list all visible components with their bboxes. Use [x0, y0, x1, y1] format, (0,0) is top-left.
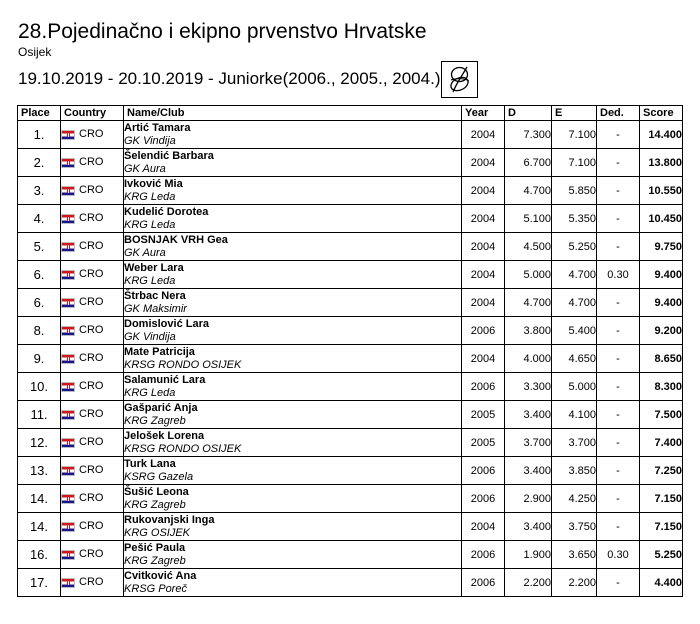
deduction-cell: -: [597, 345, 640, 373]
name-club-cell: [124, 457, 462, 485]
year-cell: 2006: [462, 485, 505, 513]
e-score-cell: 3.850: [552, 457, 597, 485]
d-score-cell: 4.500: [505, 233, 552, 261]
place-cell: 11.: [18, 401, 61, 429]
results-table: [17, 105, 683, 597]
country-code: CRO: [79, 408, 104, 421]
country-code: CRO: [79, 184, 104, 197]
total-score-cell: 7.400: [640, 429, 683, 457]
column-header-e: E: [552, 106, 597, 121]
deduction-cell: -: [597, 457, 640, 485]
total-score-cell: 10.450: [640, 205, 683, 233]
club-name: KRSG Poreč: [124, 583, 187, 595]
name-club-cell: [124, 121, 462, 149]
country-code: CRO: [79, 296, 104, 309]
federation-logo-icon: [441, 61, 478, 98]
gymnast-name: Štrbac Nera: [124, 290, 186, 302]
e-score-cell: 3.750: [552, 513, 597, 541]
gymnast-name: Ivković Mia: [124, 178, 183, 190]
deduction-cell: -: [597, 401, 640, 429]
croatia-flag-icon: [61, 466, 75, 476]
name-club-cell: [124, 429, 462, 457]
gymnast-name: Šelendić Barbara: [124, 150, 214, 162]
place-cell: 9.: [18, 345, 61, 373]
country-code: CRO: [79, 548, 104, 561]
deduction-cell: -: [597, 373, 640, 401]
total-score-cell: 7.500: [640, 401, 683, 429]
croatia-flag-icon: [61, 130, 75, 140]
gymnast-name: Artić Tamara: [124, 122, 191, 134]
deduction-cell: -: [597, 317, 640, 345]
total-score-cell: 7.150: [640, 485, 683, 513]
table-row: [18, 261, 683, 289]
d-score-cell: 4.700: [505, 177, 552, 205]
total-score-cell: 10.550: [640, 177, 683, 205]
croatia-flag-icon: [61, 354, 75, 364]
year-cell: 2006: [462, 457, 505, 485]
table-row: [18, 513, 683, 541]
d-score-cell: 5.000: [505, 261, 552, 289]
year-cell: 2006: [462, 373, 505, 401]
e-score-cell: 2.200: [552, 569, 597, 597]
deduction-cell: -: [597, 149, 640, 177]
club-name: KRSG RONDO OSIJEK: [124, 359, 242, 371]
table-row: [18, 205, 683, 233]
deduction-cell: -: [597, 233, 640, 261]
gymnast-name: Gašparić Anja: [124, 402, 198, 414]
table-row: [18, 233, 683, 261]
country-cell: [61, 289, 124, 317]
country-code: CRO: [79, 240, 104, 253]
year-cell: 2004: [462, 121, 505, 149]
country-code: CRO: [79, 156, 104, 169]
club-name: KRG Zagreb: [124, 499, 186, 511]
croatia-flag-icon: [61, 522, 75, 532]
table-row: [18, 541, 683, 569]
table-row: [18, 345, 683, 373]
year-cell: 2004: [462, 261, 505, 289]
e-score-cell: 5.000: [552, 373, 597, 401]
name-club-cell: [124, 541, 462, 569]
column-header-d: D: [505, 106, 552, 121]
deduction-cell: 0.30: [597, 261, 640, 289]
d-score-cell: 3.700: [505, 429, 552, 457]
total-score-cell: 7.250: [640, 457, 683, 485]
place-cell: 14.: [18, 485, 61, 513]
table-row: [18, 289, 683, 317]
club-name: KRG Zagreb: [124, 555, 186, 567]
total-score-cell: 9.400: [640, 261, 683, 289]
year-cell: 2006: [462, 317, 505, 345]
name-club-cell: [124, 149, 462, 177]
gymnast-name: Domislović Lara: [124, 318, 209, 330]
place-cell: 6.: [18, 261, 61, 289]
place-cell: 6.: [18, 289, 61, 317]
total-score-cell: 14.400: [640, 121, 683, 149]
d-score-cell: 2.900: [505, 485, 552, 513]
place-cell: 1.: [18, 121, 61, 149]
gymnast-name: Cvitković Ana: [124, 570, 197, 582]
gymnast-name: Jelošek Lorena: [124, 430, 205, 442]
country-cell: [61, 317, 124, 345]
deduction-cell: -: [597, 121, 640, 149]
country-cell: [61, 401, 124, 429]
place-cell: 10.: [18, 373, 61, 401]
column-header-score: Score: [640, 106, 683, 121]
croatia-flag-icon: [61, 186, 75, 196]
place-cell: 13.: [18, 457, 61, 485]
event-location: Osijek: [18, 45, 52, 59]
d-score-cell: 4.700: [505, 289, 552, 317]
deduction-cell: -: [597, 177, 640, 205]
deduction-cell: -: [597, 429, 640, 457]
deduction-cell: -: [597, 569, 640, 597]
e-score-cell: 7.100: [552, 149, 597, 177]
d-score-cell: 3.800: [505, 317, 552, 345]
e-score-cell: 3.650: [552, 541, 597, 569]
name-club-cell: [124, 205, 462, 233]
column-header-place: Place: [18, 106, 61, 121]
year-cell: 2004: [462, 205, 505, 233]
total-score-cell: 13.800: [640, 149, 683, 177]
d-score-cell: 4.000: [505, 345, 552, 373]
country-cell: [61, 205, 124, 233]
year-cell: 2004: [462, 345, 505, 373]
table-row: [18, 373, 683, 401]
country-cell: [61, 485, 124, 513]
croatia-flag-icon: [61, 578, 75, 588]
table-row: [18, 457, 683, 485]
croatia-flag-icon: [61, 158, 75, 168]
total-score-cell: 7.150: [640, 513, 683, 541]
club-name: GK Aura: [124, 163, 166, 175]
gymnast-name: Turk Lana: [124, 458, 176, 470]
e-score-cell: 7.100: [552, 121, 597, 149]
club-name: GK Vindija: [124, 331, 176, 343]
country-code: CRO: [79, 268, 104, 281]
d-score-cell: 3.400: [505, 401, 552, 429]
d-score-cell: 7.300: [505, 121, 552, 149]
croatia-flag-icon: [61, 214, 75, 224]
deduction-cell: 0.30: [597, 541, 640, 569]
column-header-ded: Ded.: [597, 106, 640, 121]
name-club-cell: [124, 317, 462, 345]
country-code: CRO: [79, 128, 104, 141]
year-cell: 2004: [462, 233, 505, 261]
column-header-year: Year: [462, 106, 505, 121]
total-score-cell: 5.250: [640, 541, 683, 569]
country-code: CRO: [79, 464, 104, 477]
d-score-cell: 3.400: [505, 457, 552, 485]
club-name: KRG Leda: [124, 275, 176, 287]
year-cell: 2005: [462, 429, 505, 457]
club-name: KSRG Gazela: [124, 471, 194, 483]
name-club-cell: [124, 485, 462, 513]
name-club-cell: [124, 177, 462, 205]
table-row: [18, 401, 683, 429]
column-header-country: Country: [61, 106, 124, 121]
table-row: [18, 485, 683, 513]
deduction-cell: -: [597, 205, 640, 233]
club-name: KRG Zagreb: [124, 415, 186, 427]
country-cell: [61, 345, 124, 373]
club-name: KRG Leda: [124, 219, 176, 231]
total-score-cell: 8.300: [640, 373, 683, 401]
croatia-flag-icon: [61, 326, 75, 336]
table-row: [18, 121, 683, 149]
name-club-cell: [124, 401, 462, 429]
country-code: CRO: [79, 212, 104, 225]
total-score-cell: 4.400: [640, 569, 683, 597]
country-code: CRO: [79, 576, 104, 589]
deduction-cell: -: [597, 485, 640, 513]
croatia-flag-icon: [61, 270, 75, 280]
country-cell: [61, 513, 124, 541]
country-code: CRO: [79, 520, 104, 533]
country-code: CRO: [79, 492, 104, 505]
gymnast-name: Mate Patricija: [124, 346, 195, 358]
place-cell: 16.: [18, 541, 61, 569]
croatia-flag-icon: [61, 242, 75, 252]
gymnast-name: Rukovanjski Inga: [124, 514, 215, 526]
year-cell: 2006: [462, 569, 505, 597]
name-club-cell: [124, 373, 462, 401]
event-dateline: 19.10.2019 - 20.10.2019 - Juniorke(2006., 2005., 2004.): [18, 69, 441, 88]
club-name: KRG Leda: [124, 191, 176, 203]
table-row: [18, 317, 683, 345]
e-score-cell: 3.700: [552, 429, 597, 457]
place-cell: 3.: [18, 177, 61, 205]
e-score-cell: 5.250: [552, 233, 597, 261]
country-cell: [61, 541, 124, 569]
e-score-cell: 5.350: [552, 205, 597, 233]
year-cell: 2004: [462, 289, 505, 317]
e-score-cell: 4.250: [552, 485, 597, 513]
name-club-cell: [124, 233, 462, 261]
year-cell: 2004: [462, 177, 505, 205]
d-score-cell: 5.100: [505, 205, 552, 233]
croatia-flag-icon: [61, 494, 75, 504]
country-cell: [61, 149, 124, 177]
name-club-cell: [124, 345, 462, 373]
name-club-cell: [124, 261, 462, 289]
total-score-cell: 9.400: [640, 289, 683, 317]
d-score-cell: 3.300: [505, 373, 552, 401]
country-cell: [61, 569, 124, 597]
country-code: CRO: [79, 352, 104, 365]
place-cell: 14.: [18, 513, 61, 541]
croatia-flag-icon: [61, 438, 75, 448]
e-score-cell: 5.400: [552, 317, 597, 345]
country-cell: [61, 457, 124, 485]
table-row: [18, 149, 683, 177]
place-cell: 8.: [18, 317, 61, 345]
country-cell: [61, 429, 124, 457]
place-cell: 12.: [18, 429, 61, 457]
country-cell: [61, 373, 124, 401]
country-cell: [61, 261, 124, 289]
column-header-name-club: Name/Club: [124, 106, 462, 121]
club-name: KRG OSIJEK: [124, 527, 191, 539]
place-cell: 4.: [18, 205, 61, 233]
table-row: [18, 569, 683, 597]
country-code: CRO: [79, 324, 104, 337]
d-score-cell: 6.700: [505, 149, 552, 177]
croatia-flag-icon: [61, 382, 75, 392]
e-score-cell: 4.650: [552, 345, 597, 373]
gymnast-name: Salamunić Lara: [124, 374, 206, 386]
place-cell: 5.: [18, 233, 61, 261]
place-cell: 17.: [18, 569, 61, 597]
e-score-cell: 4.100: [552, 401, 597, 429]
croatia-flag-icon: [61, 410, 75, 420]
gymnast-name: Weber Lara: [124, 262, 184, 274]
page-title: 28.Pojedinačno i ekipno prvenstvo Hrvatske: [18, 20, 427, 43]
croatia-flag-icon: [61, 550, 75, 560]
year-cell: 2004: [462, 513, 505, 541]
e-score-cell: 4.700: [552, 261, 597, 289]
d-score-cell: 1.900: [505, 541, 552, 569]
country-code: CRO: [79, 436, 104, 449]
table-header-row: [18, 106, 683, 121]
croatia-flag-icon: [61, 298, 75, 308]
deduction-cell: -: [597, 289, 640, 317]
e-score-cell: 4.700: [552, 289, 597, 317]
table-row: [18, 177, 683, 205]
total-score-cell: 9.750: [640, 233, 683, 261]
total-score-cell: 9.200: [640, 317, 683, 345]
club-name: GK Aura: [124, 247, 166, 259]
club-name: KRG Leda: [124, 387, 176, 399]
e-score-cell: 5.850: [552, 177, 597, 205]
country-cell: [61, 177, 124, 205]
country-cell: [61, 233, 124, 261]
club-name: GK Maksimir: [124, 303, 187, 315]
club-name: GK Vindija: [124, 135, 176, 147]
gymnast-name: Kudelić Dorotea: [124, 206, 209, 218]
deduction-cell: -: [597, 513, 640, 541]
name-club-cell: [124, 513, 462, 541]
d-score-cell: 3.400: [505, 513, 552, 541]
year-cell: 2006: [462, 541, 505, 569]
place-cell: 2.: [18, 149, 61, 177]
year-cell: 2005: [462, 401, 505, 429]
country-code: CRO: [79, 380, 104, 393]
total-score-cell: 8.650: [640, 345, 683, 373]
name-club-cell: [124, 569, 462, 597]
gymnast-name: Pešić Paula: [124, 542, 186, 554]
gymnast-name: BOSNJAK VRH Gea: [124, 234, 228, 246]
d-score-cell: 2.200: [505, 569, 552, 597]
table-row: [18, 429, 683, 457]
country-cell: [61, 121, 124, 149]
name-club-cell: [124, 289, 462, 317]
gymnast-name: Šušić Leona: [124, 486, 189, 498]
year-cell: 2004: [462, 149, 505, 177]
club-name: KRSG RONDO OSIJEK: [124, 443, 242, 455]
